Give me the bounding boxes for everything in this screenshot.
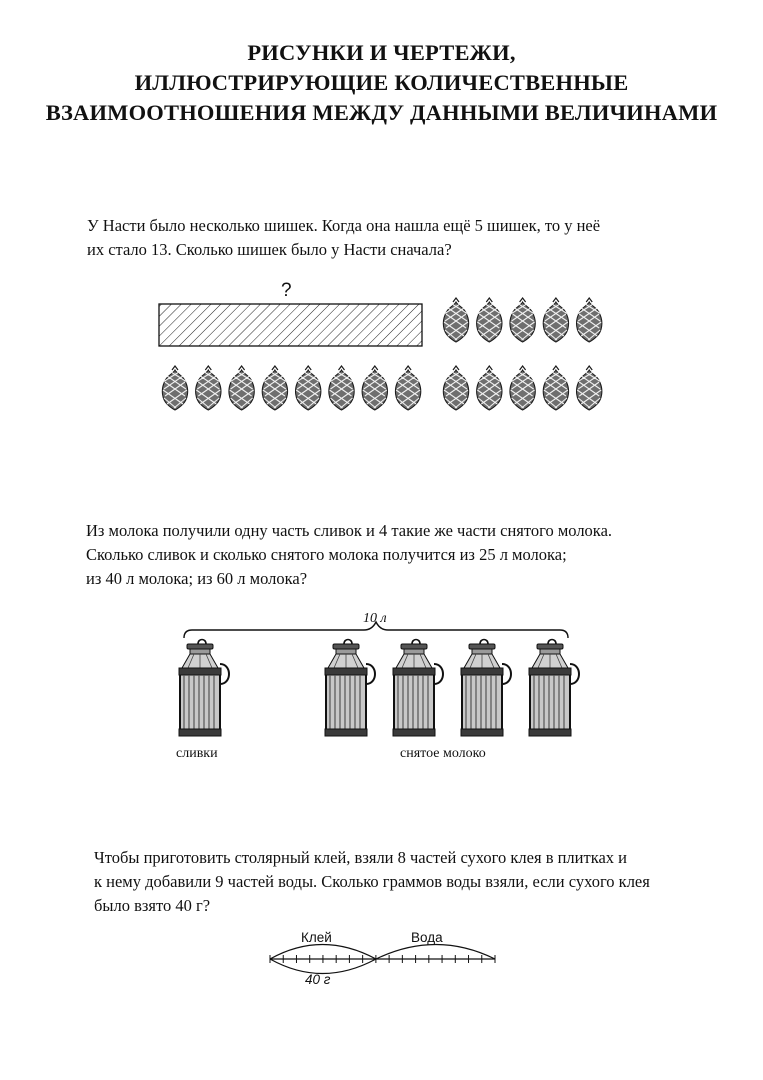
cream-label: сливки: [176, 746, 218, 761]
question-mark: ?: [281, 280, 292, 301]
skim-milk-label: снятое молоко: [400, 746, 486, 761]
problem-1-line-1: У Насти было несколько шишек. Когда она нашла ещё 5 шишек, то у неё: [87, 216, 601, 235]
problem-3-line-2: к нему добавили 9 частей воды. Сколько граммов воды взяли, если сухого клея: [94, 872, 650, 891]
water-label: Вода: [411, 930, 443, 945]
problem-2-line-3: из 40 л молока; из 60 л молока?: [86, 569, 308, 588]
glue-label: Клей: [301, 930, 332, 945]
grams-label: 40 г: [305, 972, 331, 987]
title-line-1: РИСУНКИ И ЧЕРТЕЖИ,: [247, 40, 516, 65]
water-arc: [376, 945, 495, 960]
title-line-3: ВЗАИМООТНОШЕНИЯ МЕЖДУ ДАННЫМИ ВЕЛИЧИНАМИ: [45, 100, 718, 125]
problem-2-line-1: Из молока получили одну часть сливок и 4 такие же части снятого молока.: [86, 521, 613, 540]
problem-3-line-1: Чтобы приготовить столярный клей, взяли 8 частей сухого клея в плитках и: [94, 848, 628, 867]
problem-1-line-2: их стало 13. Сколько шишек было у Насти сначала?: [87, 240, 452, 259]
title-line-2: ИЛЛЮСТРИРУЮЩИЕ КОЛИЧЕСТВЕННЫЕ: [134, 70, 629, 95]
brace-label: 10 л: [363, 611, 387, 626]
problem-2-line-2: Сколько сливок и сколько снятого молока получится из 25 л молока;: [86, 545, 567, 564]
problem-3-line-3: было взято 40 г?: [94, 896, 211, 915]
